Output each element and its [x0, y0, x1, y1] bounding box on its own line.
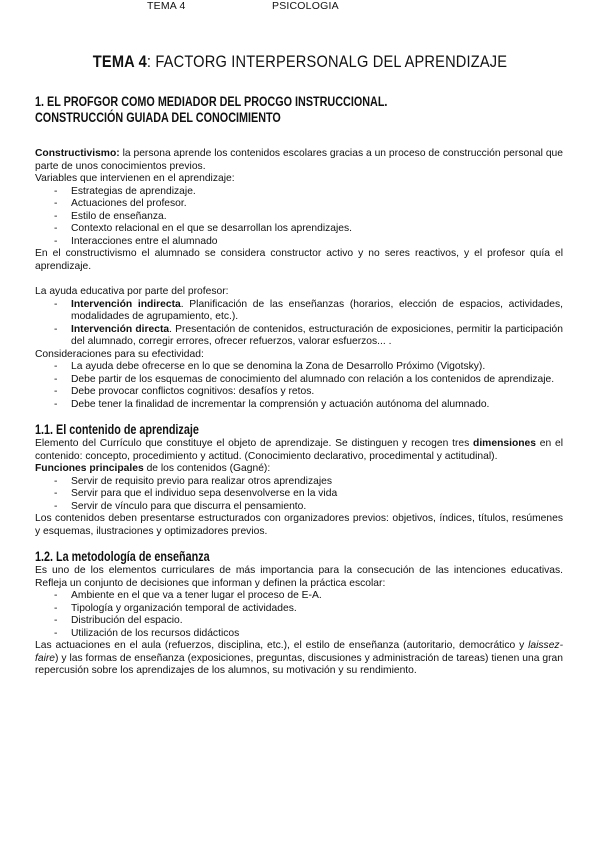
page-title	[42, 52, 558, 72]
contenido-closing: Los contenidos deben presentarse estructurados con organizadores previos: objetivos, índices, títulos, resúmenes y esquemas, ilustraciones y optimizadores previos.	[35, 513, 563, 537]
funciones-bold: Funciones principales	[35, 463, 144, 474]
list-item: - Ambiente en el que va a tener lugar el proceso de E-A.	[35, 590, 563, 603]
constructivismo-summary: En el constructivismo el alumnado se considera constructor activo y no seres reactivos, y el profesor quía el aprendizaje.	[35, 248, 563, 272]
list-item: - Contexto relacional en el que se desarrollan los aprendizajes.	[35, 223, 563, 236]
list-item: - Tipología y organización temporal de actividades.	[35, 603, 563, 616]
list-item	[35, 299, 563, 324]
contenido-intro-start: Elemento del Currículo que constituye el objeto de aprendizaje. Se distinguen y recogen tres	[35, 438, 474, 449]
constructivismo-paragraph	[35, 148, 563, 173]
section-1-2-heading: 1.2. La metodología de enseñanza	[35, 549, 210, 564]
document-body	[35, 94, 563, 678]
ayuda-item-label: Intervención directa	[71, 323, 170, 335]
ayuda-list	[35, 299, 563, 349]
list-item: - Debe tener la finalidad de incrementar la comprensión y actuación autónoma del alumnado.	[35, 399, 563, 412]
list-item: - Debe provocar conflictos cognitivos: desafíos y retos.	[35, 386, 563, 399]
section-1-1-heading: 1.1. El contenido de aprendizaje	[35, 422, 199, 437]
metodologia-closing-start: Las actuaciones en el aula (refuerzos, disciplina, etc.), el estilo de enseñanza (autoritario, democrático y	[35, 640, 529, 651]
list-item: - Servir de vínculo para que discurra el pensamiento.	[35, 501, 563, 514]
ayuda-item-label: Intervención indirecta	[71, 298, 181, 310]
contenido-intro	[35, 438, 563, 463]
funciones-list	[35, 476, 563, 514]
section-1-heading-line1: 1. EL PROFGOR COMO MEDIADOR DEL PROCGO INSTRUCCIONAL.	[35, 94, 388, 109]
funciones-text: de los contenidos (Gagné):	[143, 463, 271, 474]
contenido-intro-bold: dimensiones	[473, 438, 536, 449]
list-item: - Distribución del espacio.	[35, 615, 563, 628]
ayuda-intro: La ayuda educativa por parte del profesor:	[35, 286, 229, 297]
variables-intro: Variables que intervienen en el aprendizaje:	[35, 173, 235, 184]
title-prefix: TEMA 4	[92, 52, 147, 71]
section-1-heading	[35, 94, 563, 126]
running-header-right: PSICOLOGIA	[272, 0, 339, 12]
title-text: : FACTORG INTERPERSONALG DEL APRENDIZAJE	[146, 52, 508, 71]
list-item	[35, 324, 563, 349]
ayuda-item-text: . Planificación de las enseñanzas (horarios, elección de espacios, actividades, modalidades de agrupamiento, etc.).	[71, 298, 563, 322]
list-item: - Servir para que el individuo sepa desenvolverse en la vida	[35, 488, 563, 501]
metodologia-closing-end: ) y las formas de enseñanza (exposiciones, preguntas, discusiones y administración de tareas) tienen una gran repercusión sobre los aprendizajes de los alumnos, su motivación y su rendimiento.	[35, 652, 563, 676]
constructivismo-label: Constructivismo:	[35, 148, 120, 159]
list-item: - Servir de requisito previo para realizar otros aprendizajes	[35, 476, 563, 489]
funciones-intro	[35, 463, 563, 476]
running-header-left: TEMA 4	[147, 0, 186, 12]
list-item: - Debe partir de los esquemas de conocimiento del alumnado con relación a los contenidos de aprendizaje.	[35, 374, 563, 387]
variables-list	[35, 186, 563, 249]
consideraciones-list	[35, 361, 563, 411]
contenido-intro-end: en el contenido: concepto, procedimiento y actitud. (Conocimiento declarativo, procedimental y actitudinal).	[35, 438, 563, 462]
consideraciones-intro: Consideraciones para su efectividad:	[35, 348, 204, 360]
metodologia-intro: Es uno de los elementos curriculares de más importancia para la consecución de las intenciones educativas. Refleja un conjunto de decisiones que informan y definen la práctica escolar:	[35, 565, 563, 589]
list-item: - Estrategias de aprendizaje.	[35, 186, 563, 199]
constructivismo-text: la persona aprende los contenidos escolares gracias a un proceso de construcción personal que parte de unos conocimientos previos.	[35, 148, 563, 172]
metodologia-list	[35, 590, 563, 640]
list-item: - La ayuda debe ofrecerse en lo que se denomina la Zona de Desarrollo Próximo (Vigotsky).	[35, 361, 563, 374]
ayuda-item-text: . Presentación de contenidos, estructuración de exposiciones, permitir la participación del alumnado, corregir errores, ofrecer refuerzos, valorar esfuerzos... .	[71, 323, 563, 347]
metodologia-closing-italic: laissez-faire	[35, 640, 563, 664]
list-item: - Utilización de los recursos didácticos	[35, 628, 563, 641]
section-1-heading-line2: CONSTRUCCIÓN GUIADA DEL CONOCIMIENTO	[35, 110, 281, 125]
list-item: - Actuaciones del profesor.	[35, 198, 563, 211]
list-item: - Estilo de enseñanza.	[35, 211, 563, 224]
list-item: - Interacciones entre el alumnado	[35, 236, 563, 249]
metodologia-closing	[35, 640, 563, 678]
